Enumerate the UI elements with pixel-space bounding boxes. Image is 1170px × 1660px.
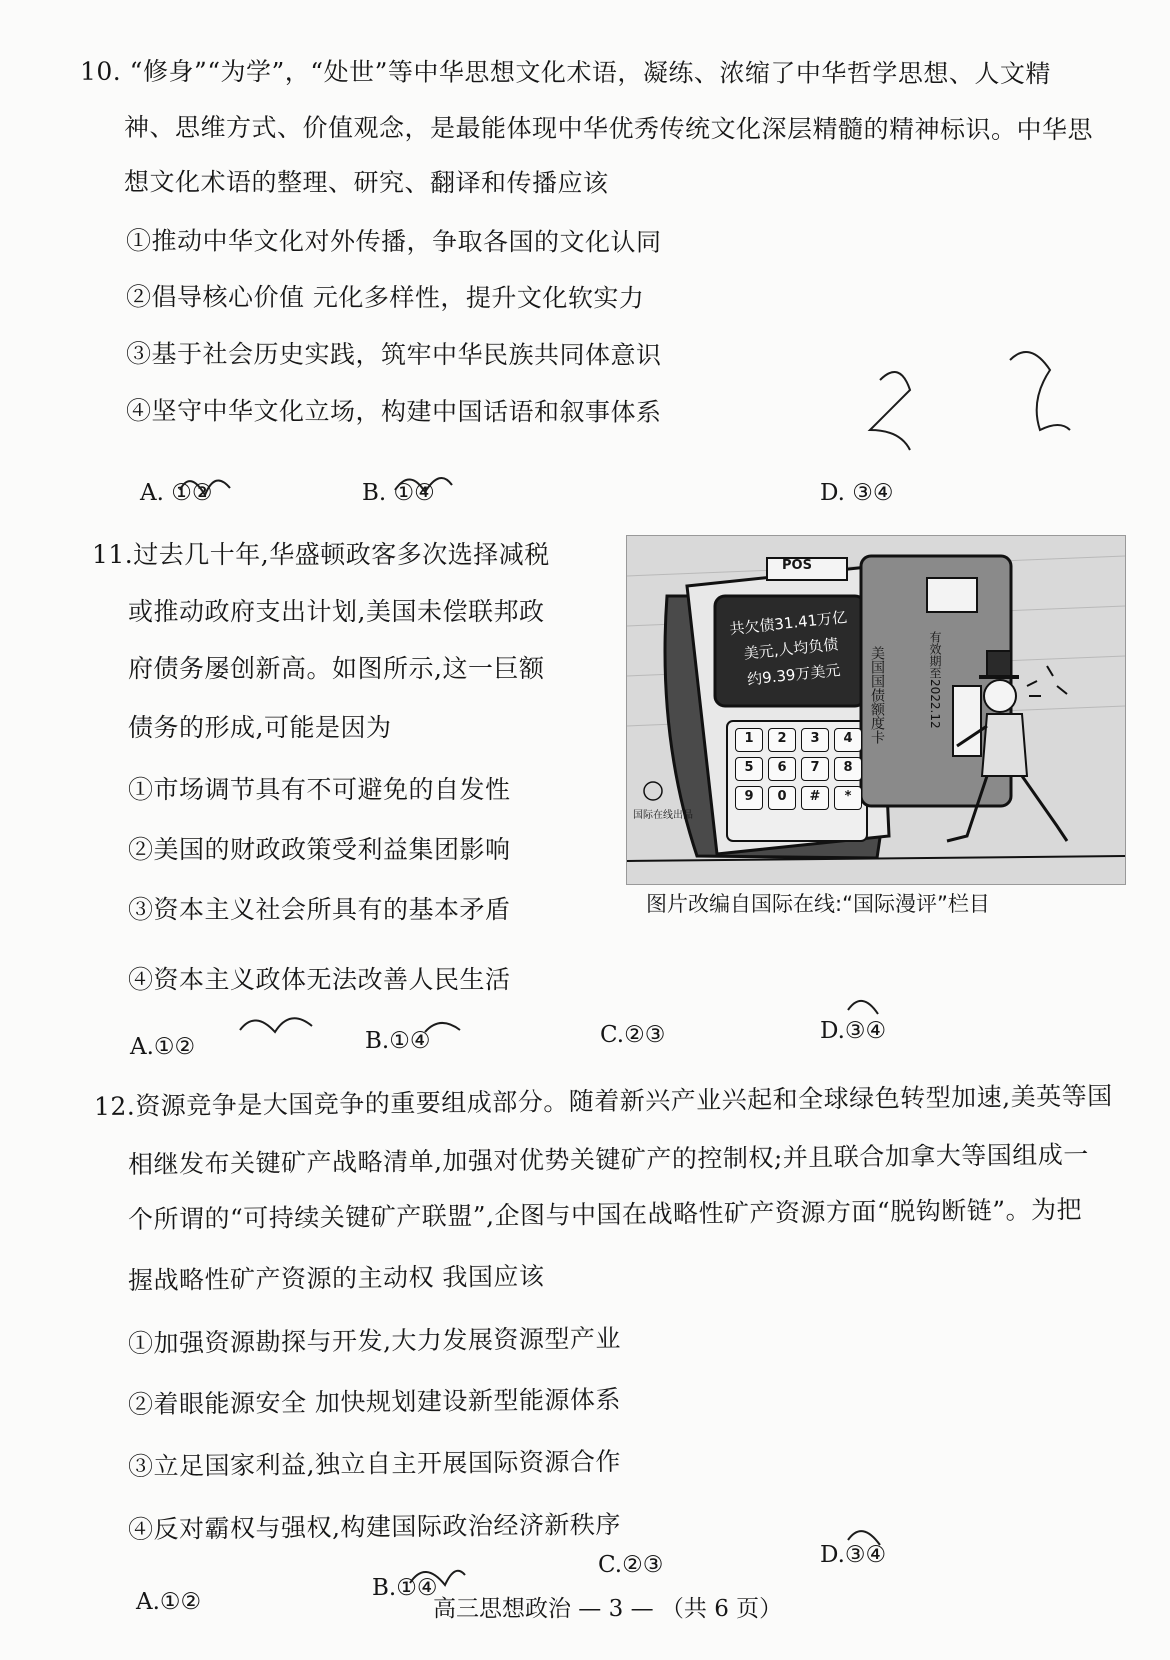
pos-key: 9 <box>735 786 763 810</box>
pos-key: 0 <box>768 786 796 810</box>
pos-key: 1 <box>735 728 763 752</box>
pos-label: POS <box>782 558 812 573</box>
q12-statement-2: ②着眼能源安全 加快规划建设新型能源体系 <box>127 1384 622 1419</box>
q11-option-b: B.①④ <box>365 1028 431 1054</box>
q10-option-d: D. ③④ <box>820 480 894 506</box>
q12-statement-1: ①加强资源勘探与开发,大力发展资源型产业 <box>127 1323 622 1358</box>
q11-option-d: D.③④ <box>820 1018 887 1044</box>
q10-stem-line-2: 神、思维方式、价值观念，是最能体现中华优秀传统文化深层精髓的精神标识。中华思 <box>123 112 1094 145</box>
q12-stem-line-2: 相继发布关键矿产战略清单,加强对优势关键矿产的控制权;并且联合加拿大等国组成一 <box>127 1139 1089 1179</box>
pen-mark-q11-d <box>848 1001 878 1014</box>
q11-option-a: A.①② <box>130 1034 196 1060</box>
q10-statement-2: ②倡导核心价值 元化多样性，提升文化软实力 <box>125 282 645 313</box>
scribble-right <box>1010 352 1070 430</box>
cartoon-caption: 图片改编自国际在线:“国际漫评”栏目 <box>646 892 990 916</box>
cartoon-pos-terminal <box>626 535 1126 885</box>
q11-statement-1: ①市场调节具有不可避免的自发性 <box>128 775 511 804</box>
pos-key: 4 <box>834 728 862 752</box>
q11-statement-3: ③资本主义社会所具有的基本矛盾 <box>128 895 511 924</box>
q10-option-a: A. ①② <box>140 480 213 506</box>
scribble-left <box>870 372 910 450</box>
cartoon-signature: 国际在线出品 <box>633 810 693 821</box>
q12-option-c: C.②③ <box>598 1552 664 1578</box>
pos-key: 8 <box>834 757 862 781</box>
pos-keypad <box>735 728 861 810</box>
card-title: 美国国债额度卡 <box>869 646 885 744</box>
q10-stem-line-1: 10. “修身”“为学”，“处世”等中华思想文化术语，凝练、浓缩了中华哲学思想、人文精 <box>79 56 1051 89</box>
pos-key: 2 <box>768 728 796 752</box>
q11-stem-line-1: 11.过去几十年,华盛顿政客多次选择减税 <box>92 540 550 569</box>
q12-stem-line-3: 个所谓的“可持续关键矿产联盟”,企图与中国在战略性矿产资源方面“脱钩断链”。为把 <box>127 1195 1083 1234</box>
q12-statement-3: ③立足国家利益,独立自主开展国际资源合作 <box>127 1446 622 1481</box>
pos-key: 3 <box>801 728 829 752</box>
q10-statement-3: ③基于社会历史实践，筑牢中华民族共同体意识 <box>125 339 662 370</box>
q12-option-a: A.①② <box>136 1589 202 1615</box>
page-footer: 高三思想政治 — 3 — （共 6 页） <box>433 1596 783 1622</box>
q12-stem-line-4: 握战略性矿产资源的主动权 我国应该 <box>127 1261 545 1295</box>
q10-option-b: B. ①④ <box>362 480 435 506</box>
q11-statement-2: ②美国的财政政策受利益集团影响 <box>128 835 511 864</box>
pos-key: 5 <box>735 757 763 781</box>
q12-option-b: B.①④ <box>372 1575 438 1601</box>
pos-screen <box>719 603 862 695</box>
pos-screen-line-1: 共欠债31.41万亿 <box>728 608 848 639</box>
q11-stem-line-2: 或推动政府支出计划,美国未偿联邦政 <box>128 597 545 626</box>
q12-option-d: D.③④ <box>820 1542 887 1568</box>
pos-screen-line-3: 约9.39万美元 <box>746 661 842 689</box>
q10-stem-line-3: 想文化术语的整理、研究、翻译和传播应该 <box>123 167 609 198</box>
q11-statement-4: ④资本主义政体无法改善人民生活 <box>128 965 511 994</box>
q12-statement-4: ④反对霸权与强权,构建国际政治经济新秩序 <box>127 1509 622 1544</box>
pen-mark-q11-b <box>240 1018 312 1032</box>
pos-key: # <box>801 786 829 810</box>
q11-option-c: C.②③ <box>600 1022 666 1048</box>
card-date: 有效期至2022.12 <box>928 631 942 729</box>
q11-stem-line-3: 府债务屡创新高。如图所示,这一巨额 <box>128 654 545 683</box>
q10-statement-1: ①推动中华文化对外传播，争取各国的文化认同 <box>125 226 662 257</box>
q10-statement-4: ④坚守中华文化立场，构建中国话语和叙事体系 <box>125 396 662 427</box>
q11-stem-line-4: 债务的形成,可能是因为 <box>128 713 392 742</box>
pos-screen-line-2: 美元,人均负债 <box>742 635 840 663</box>
pos-key: * <box>834 786 862 810</box>
pos-key: 6 <box>768 757 796 781</box>
pos-key: 7 <box>801 757 829 781</box>
q12-stem-line-1: 12.资源竞争是大国竞争的重要组成部分。随着新兴产业兴起和全球绿色转型加速,美英等国 <box>93 1081 1113 1121</box>
